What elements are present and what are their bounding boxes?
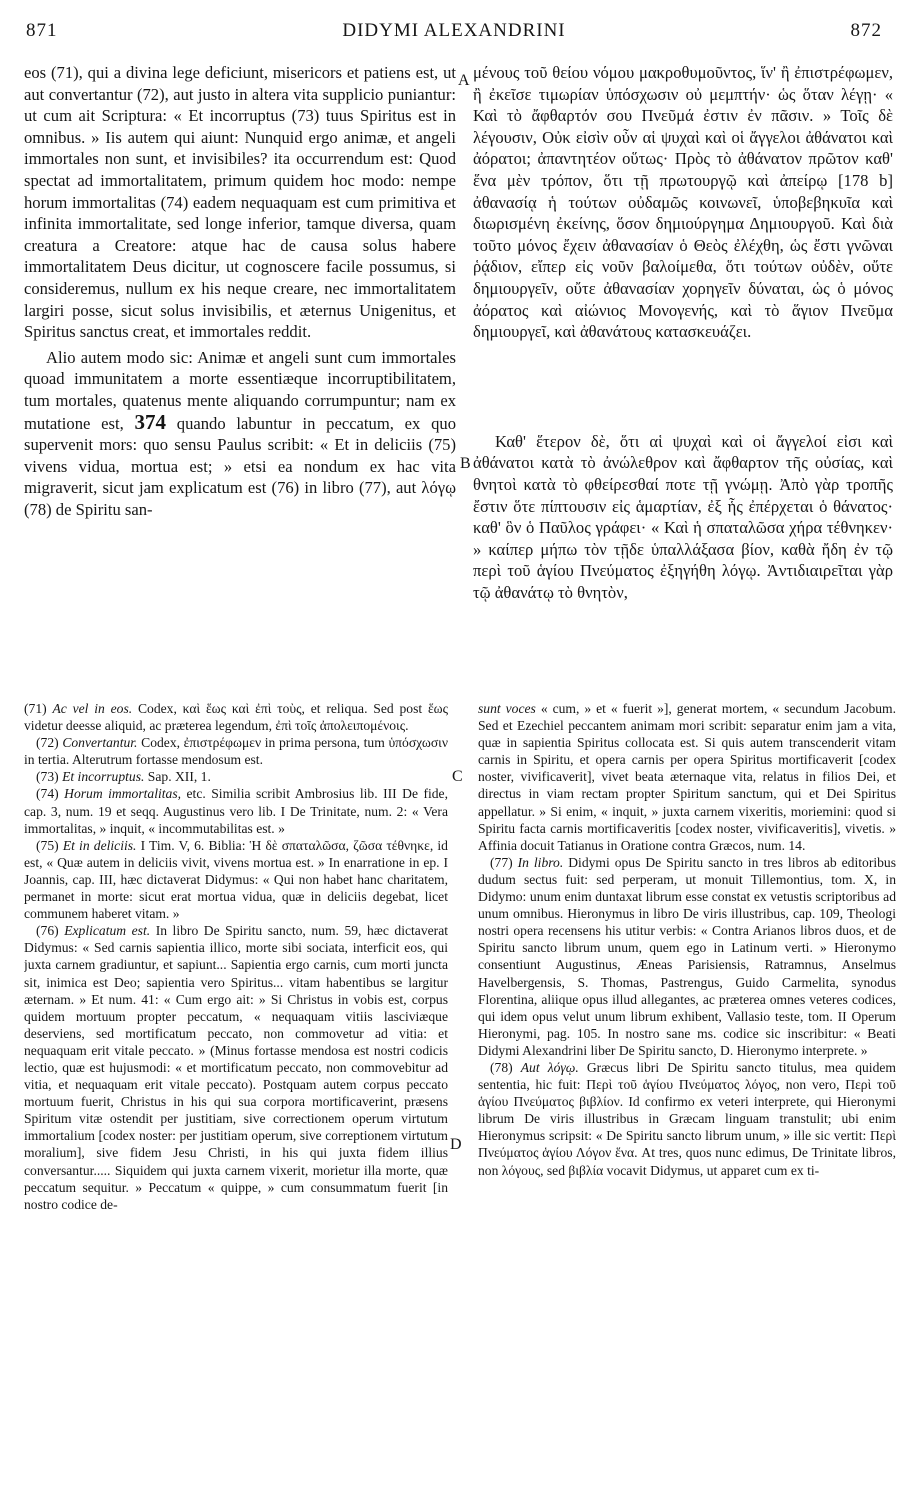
footnote-lemma: Ac vel in eos. [52,701,133,716]
footnote [24,785,448,836]
footnote-number: (72) [36,735,59,751]
footnote [478,700,896,854]
footnote-text: Codex, καὶ ἕως καὶ ἐπὶ τοὺς, et reliqua. Sed post ἕως videtur deesse aliquid, ac præterea legendum, ἐπὶ τοῖς ἀπολειπομένοις. [24,701,448,734]
running-header [26,20,882,48]
footnote-text: I Tim. V, 6. Biblia: Ἡ δὲ σπαταλῶσα, ζῶσα τέθνηκε, id est, « Quæ autem in deliciis vivit, vivens mortua est. » In enarratione in ep. I Joannis, cap. III, hæc dictaverat Didymus: « Qui non habet hanc charitatem, permanet in morte: sicut erat mortua vidua, quæ in deliciis degebat, licet communem haberet vitam. » [24,837,448,922]
greek-paragraph: μένους τοῦ θείου νόμου μακροθυμοῦντος, ἵν' ἢ ἐπιστρέφωμεν, ἢ ἐκεῖσε τιμωρίαν ὑπόσχωσιν οὐ μεμπτήν· ὡς ὅταν λέγῃ· « Καὶ τὸ ἄφθαρτόν σου Πνεῦμά ἐστιν ἐν πᾶσιν. » Τοῖς δὲ λέγουσιν, Οὐκ εἰσὶν οὖν αἱ ψυχαὶ καὶ οἱ ἄγγελοι ἀθάνατοι καὶ ἀόρατοι; ἀπαντητέον οὕτως· Πρὸς τὸ ἀθάνατον πρῶτον καθ' ἕνα μὲν τρόπον, ὅτι τῇ πρωτουργῷ καὶ ἀπείρῳ [178 b] ἀθανασίᾳ ἡ τούτων οὐδαμῶς κοινωνεῖ, ὑποβεβηκυῖα καὶ διωρισμένη ἐκείνης, ὅσον δημιούργημα Δημιουργοῦ. Καὶ διὰ τοῦτο μόνος ἔχειν ἀθανασίαν ὁ Θεὸς ἐλέχθη, ὡς ἔστι γνῶναι ῥᾴδιον, εἴπερ εἰς νοῦν βαλοίμεθα, ὅτι τούτων οὐδὲν, οὔτε δημιουργεῖν, οὔτε ἀθανασίαν χορηγεῖν δύναται, ὡς ὁ μόνος ἀόρατος καὶ αἰώνιος Μονογενής, καὶ τὸ ἅγιον Πνεῦμα δημιουργεῖ, καὶ ἀθανάτους κατασκευάζει. [473,63,893,342]
footnote-number: (71) [24,701,47,716]
footnote-lemma: Et incorruptus. [62,769,145,785]
margin-letter-a: A [458,72,470,89]
footnote-number: (76) [36,923,59,939]
footnote [24,734,448,768]
footnotes-left [24,700,448,1485]
footnote-number: (78) [490,1059,513,1075]
margin-letter-c: C [452,768,463,785]
footnote-lemma: Explicatum est. [64,923,151,939]
footnote-lemma: Et in deliciis. [62,837,137,853]
footnote-text: Græcus libri De Spiritu sancto titulus, mea quidem sententia, hic fuit: Περὶ τοῦ ἁγίου Πνεύματος λόγος, non vero, Περὶ τοῦ ἁγίου Πνεύματος βιβλίον. Id confirmo ex veteri interprete, qui Hieronymi librum De viris illustribus in Græcam linguam transtulit; ubi enim Hieronymus scripsit: « De Spiritu sancto librum unum, » ille sic vertit: Περὶ Πνεύματος ἁγίου Λόγον ἕνα. At tres, quos nunc edimus, De Trinitate libros, non λόγους, sed βιβλία vocavit Didymus, ut apparet cum ex ti- [478,1059,896,1178]
footnote [24,837,448,922]
footnote [478,1059,896,1179]
page-number-left: 871 [26,20,58,41]
footnote-lemma: sunt voces [478,701,536,716]
footnote [24,768,448,785]
footnote-text: etc. Similia scribit Ambrosius lib. III De fide, cap. 3, num. 19 et seqq. Augustinus vero lib. I De Trinitate, num. 2: « Vera immortalitas, » inquit, « incommutabilitas est. » [24,786,448,836]
margin-letter-d: D [450,1136,462,1153]
footnote-text: Didymi opus De Spiritu sancto in tres libros ab editoribus dudum sectus fuit: sed perperam, ut monuit Tillemontius, tom. X, in Didymo: unum enim duntaxat librum esse constat ex vetustis scriptoribus ad unum omnibus. Hieronymus in libro De viris illustribus, cap. 109, Theologi nostri opera recensens his utitur verbis: « Contra Arianos libros duos, et de Spiritu sancto librum unum, quem ego in Latinum verti. » Hieronymo consentiunt Augustinus, Æneas Parisiensis, Ratramnus, Anselmus Havelbergensis, S. Thomas, Pastrengus, Guido Carmelita, synodus Florentina, aliique opus illud allegantes, ac præterea omnes veteres codices, qui idem opus velut unum librum exhibent, Vallasio teste, tom. II Operum Hieronymi, pag. 105. In nostro sane ms. codice sic inscribitur: « Beati Didymi Alexandrini liber De Spiritu sancto, D. Hieronymo interprete. » [478,854,896,1058]
latin-paragraph: eos (71), qui a divina lege deficiunt, misericors et patiens est, ut aut convertantur (72), aut justo in altera vita supplicio puniantur: ut cum ait Scriptura: « Et incorruptus (73) tuus Spiritus est in omnibus. » Iis autem qui aiunt: Nunquid ergo animæ, et angeli immortales non sunt, et invisibiles? ita occurrendum est: Quod spectat ad immortalitatem, primum quidem hoc modo: nempe horum immortalitas (74) eadem nequaquam est cum primitiva et infinita immortalitate, sed longe inferior, tamque diversa, quam creatura a Creatore: atque hac de causa solus habere immortalitatem Deus dicitur, ut cognoscere facile possumus, si consideremus, nullum ex his neque creare, nec immortalitatem largiri posse, sicut solus invisibilis, et æternus Unigenitus, et Spiritus sanctus creat, et immortales reddit. [24,63,456,342]
footnote-number: (75) [36,837,59,853]
latin-text-segment: Alio autem modo sic: Animæ et angeli sunt cum immortales quoad immunitatem a morte essentiæque incorruptibilitatem, tum mortales, quatenus mente aliquando corrumpuntur; nam ex mutatione est, [24,347,456,433]
footnote-lemma: Horum immortalitas, [64,786,182,802]
page-number-right: 872 [850,20,882,41]
footnote-text: In libro De Spiritu sancto, num. 59, hæc dictaverat Didymus: « Sed carnis sapientia illico, morte sibi sociata, interficit eos, qui juxta carnem gradiuntur, et sapiunt... Sapientia ergo carnis, cum morti juncta sit, inimica est Deo; sapientia vero Spiritus... vitam habentibus se largitur æternam. » Et num. 41: « Cum ergo ait: » Si Christus in vobis est, corpus quidem mortuum propter peccatum, « nequaquam vitiis lasciviæque deserviens, sed mortificatum peccato, non commovetur ad vitia: et nequaquam erit vitale peccato. » (Minus fortasse mendosa est nostri codicis lectio, quæ est hujusmodi: « et mortificatum peccato, non commovebitur ad vitia, et nequaquam erit vitale peccato). Postquam autem corpus peccato mortuum fuerit, Christus in his qui sua corpora mortificaverint, præsens Spiritum vitæ ostendit per justitiam, sive correctionem operum virtutum immortalium [codex noster: per justitiam operum, sive correptionem virtutum moralium], sive fidem Jesu Christi, in his qui juxta fidem illius conversantur..... Siquidem qui juxta carnem vixerit, morietur illa morte, quæ peccatum sequitur. » Peccatum « quippe, » cum consummatum fuerit [in nostro codice de- [24,923,448,1212]
footnote-number: (74) [36,786,59,802]
footnote-text: Sap. XII, 1. [147,769,211,785]
footnote [24,700,448,734]
latin-paragraph [24,347,456,521]
running-title: DIDYMI ALEXANDRINI [342,20,566,41]
latin-column [24,62,456,672]
margin-letter-b: B [460,455,471,472]
footnote-lemma: Aut λόγῳ. [520,1059,579,1075]
greek-paragraph: Καθ' ἕτερον δὲ, ὅτι αἱ ψυχαὶ καὶ οἱ ἄγγελοί εἰσι καὶ ἀθάνατοι κατὰ τὸ ἀνώλεθρον καὶ ἄφθαρτον τῆς οὐσίας, καὶ θνητοὶ κατὰ τὸ φθείρεσθαί ποτε τῇ γνώμῃ. Ἀπὸ γὰρ τροπῆς ἔστιν ὅτε πίπτουσιν εἰς ἁμαρτίαν, ἐξ ἧς ἐπέρχεται ὁ θάνατος· καθ' ὃν ὁ Παῦλος γράφει· « Καὶ ἡ σπαταλῶσα χήρα τέθνηκεν· » καίπερ μήπω τὸν τῇδε ὑπαλλάξασα βίον, καθὰ ἤδη ἐν τῷ περὶ τοῦ ἁγίου Πνεύματος ἐξηγήθη λόγῳ. Ἀντιδιαιρεῖται γὰρ τῷ ἀθανάτῳ τὸ θνητὸν, [473,431,893,602]
footnote-text: Codex, ἐπιστρέφωμεν in prima persona, tum ὑπόσχωσιν in tertia. Alterutrum fortasse mendosum est. [24,735,448,768]
footnote-number: (77) [490,854,513,870]
footnote-lemma: In libro. [517,854,564,870]
footnote-lemma: Convertantur. [62,735,138,751]
footnote-text: « cum, » et « fuerit »], generat mortem, « secundum Jacobum. Sed et Ezechiel peccantem animam mori scribit: separatur enim jam a vita, quæ in sapientia Spiritus collocata est. Si quis autem transcenderit vitam carnis in Spiritu, et opera carnis per opera Spiritus mortificaverit [codex noster, vivificaverit], vivet beata æternaque vita, relatus in filios Dei, et directus in viam rectam propter Spiritum sanctum, qui et Dei Spiritus appellatur. » Si enim, « inquit, » juxta carnem vixeritis, moriemini: quod si Spiritu facta carnis mortificaveritis [codex noster, vivificaveritis], vivetis. » Affinia docuit Tatianus in Oratione contra Græcos, num. 14. [478,701,896,853]
footnote [478,854,896,1059]
column-number: 374 [134,409,166,434]
footnotes-right [478,700,896,1485]
latin-text-segment: quando labuntur in peccatum, ex quo supervenit mors: quo sensu Paulus scribit: « Et in deliciis (75) vivens vidua, mortua est; » etsi ea nondum ex hac vita migraverit, sicut jam explicatum est (76) in libro (77), aut λόγῳ (78) de Spiritu san- [24,413,456,519]
footnote [24,922,448,1213]
footnote-number: (73) [36,769,59,785]
greek-column [473,62,893,672]
